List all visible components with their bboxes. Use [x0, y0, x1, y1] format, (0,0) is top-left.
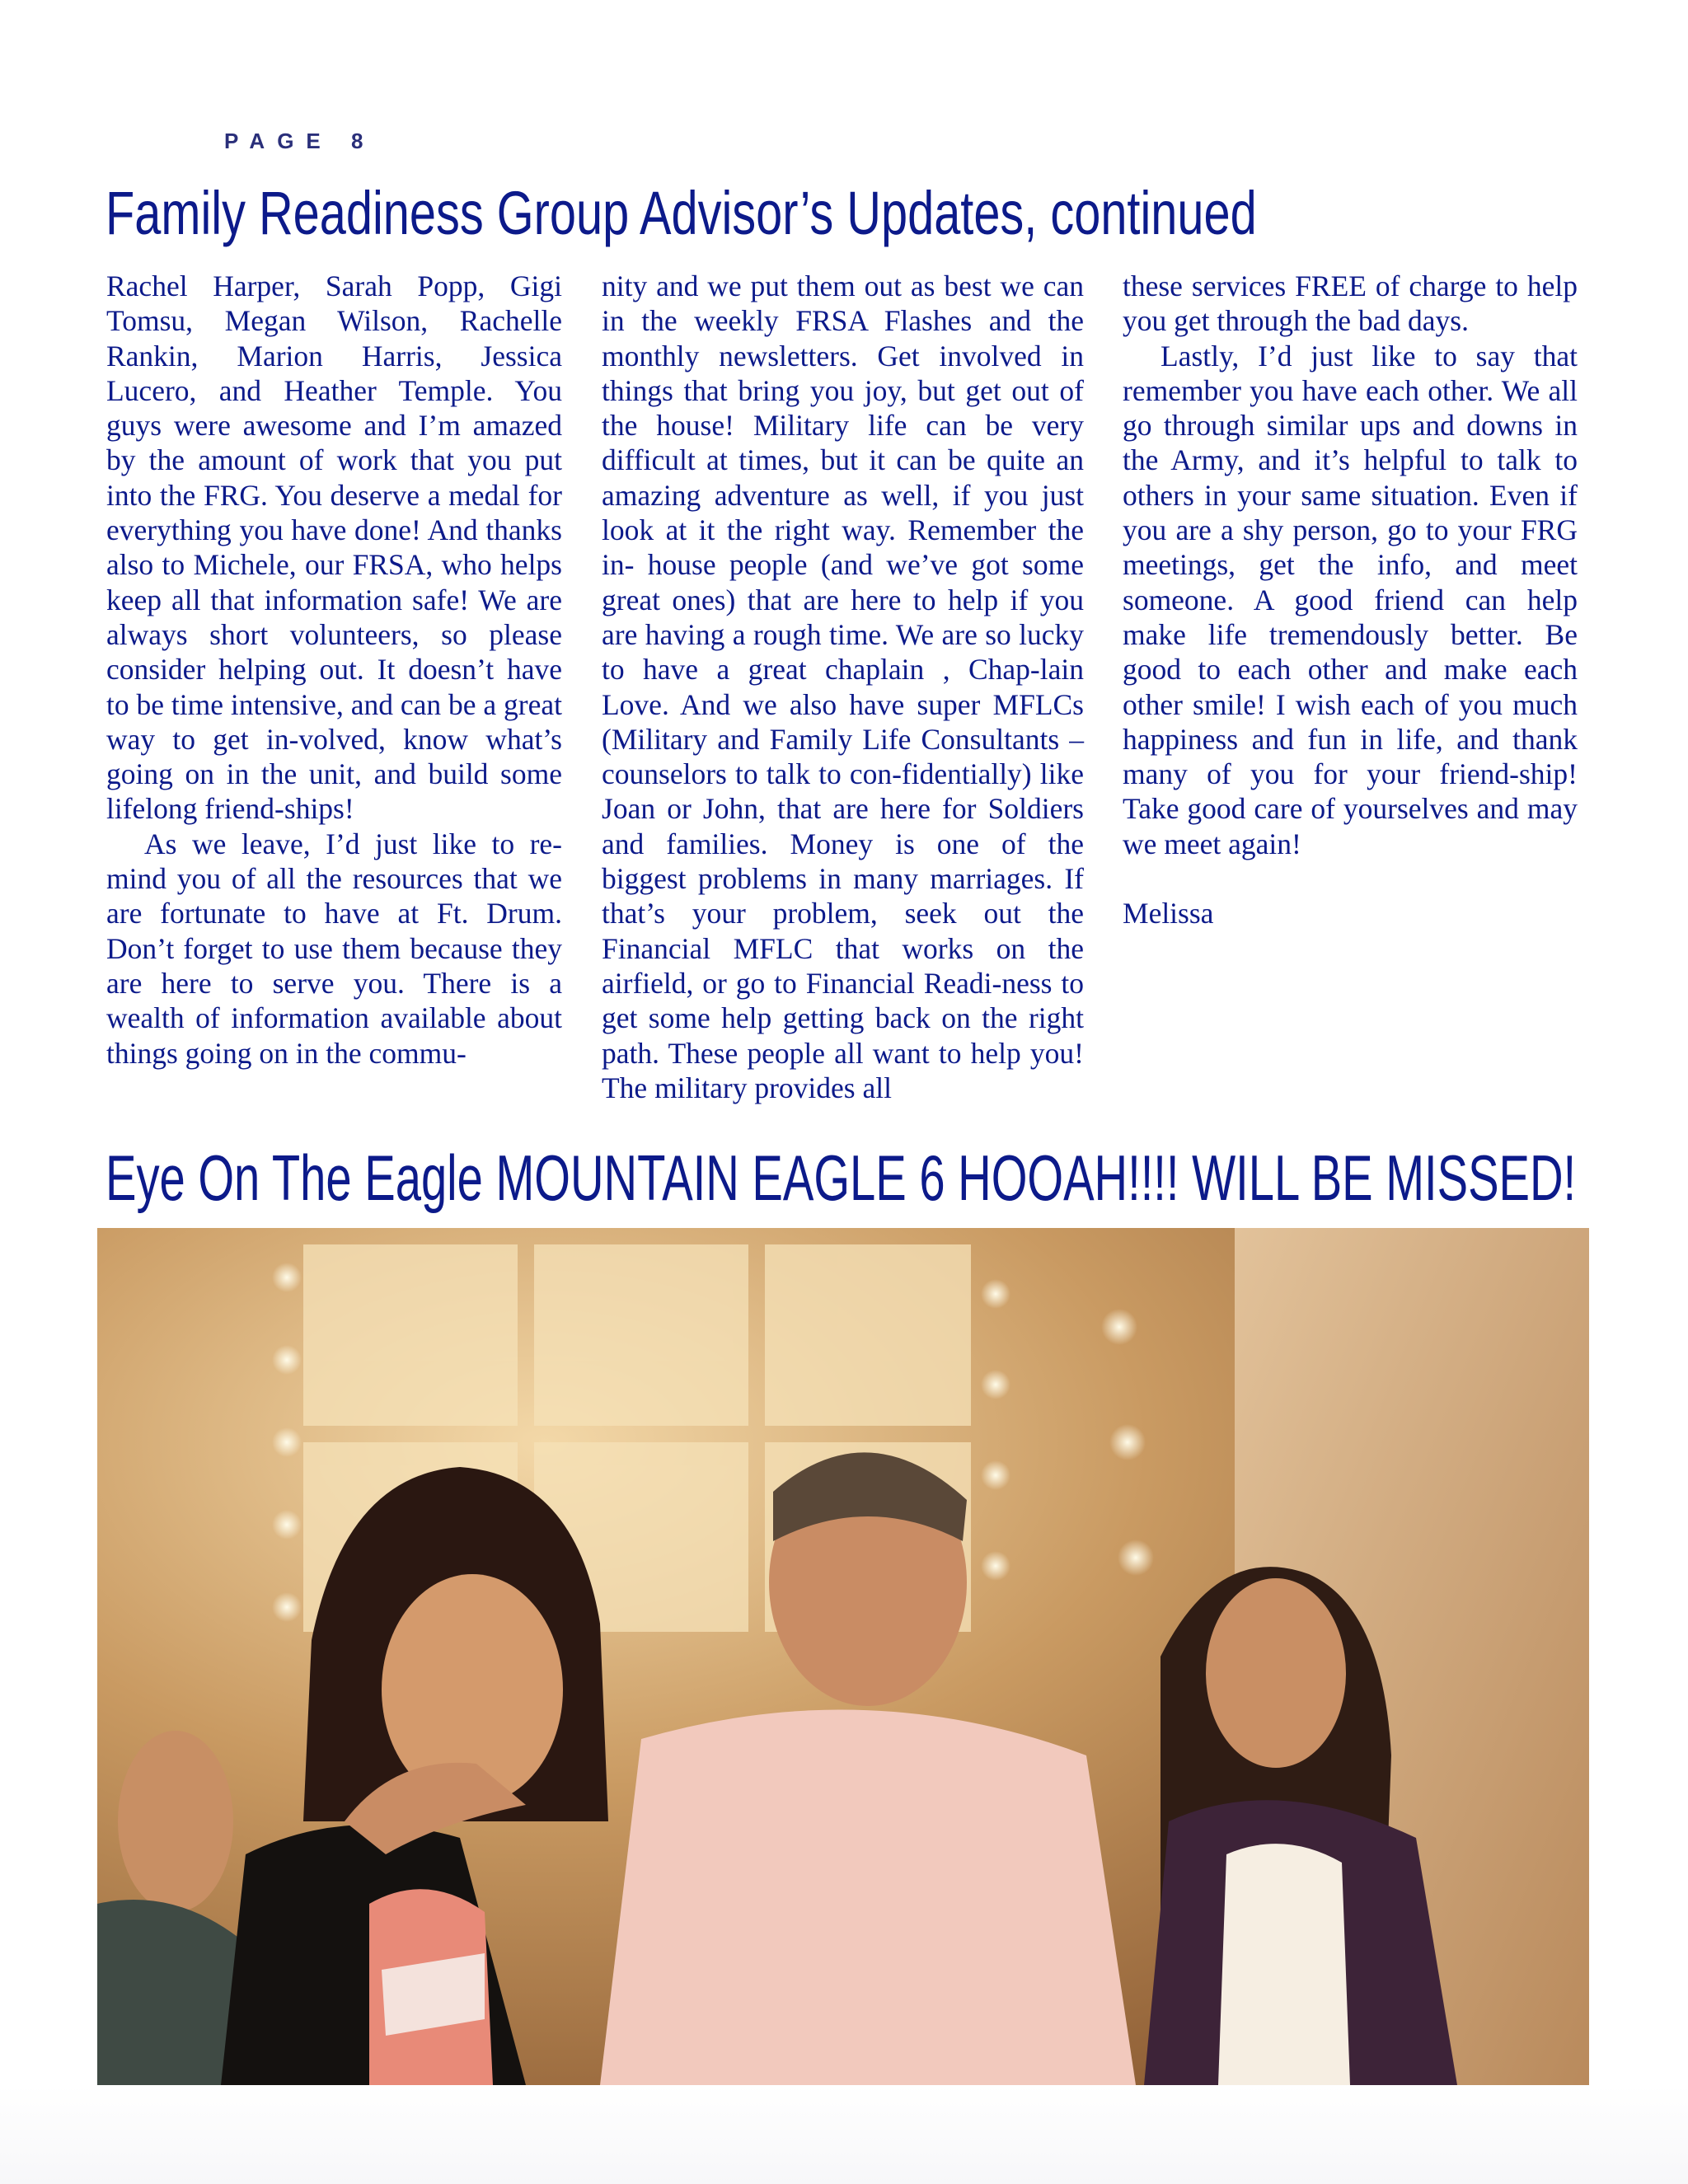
feature-title: Eye On The Eagle MOUNTAIN EAGLE 6 HOOAH!!!! WILL BE MISSED!	[106, 1141, 1577, 1214]
article-paragraph: these services FREE of charge to help you get through the bad days.	[1123, 269, 1578, 338]
article-paragraph: Rachel Harper, Sarah Popp, Gigi Tomsu, Megan Wilson, Rachelle Rankin, Marion Harris, Jessica Lucero, and Heather Temple. You guys were awesome and I’m amazed by the amount of work that you put into the FRG. You deserve a medal for everything you have done! And thanks also to Michele, our FRSA, who helps keep all that information safe! We are always short volunteers, so please consider helping out. It doesn’t have to be time intensive, and can be a great way to get in-volved, know what’s going on in the unit, and build some lifelong friend-ships!	[106, 269, 562, 826]
article-paragraph: Lastly, I’d just like to say that remember you have each other. We all go through similar ups and downs in the Army, and it’s helpful to talk to others in your same situation. Even if you are a shy person, go to your FRG meetings, get the info, and meet someone. A good friend can help make life tremendously better. Be good to each other and make each other smile! I wish each of you much happiness and fun in life, and thank many of you for your friend-ship! Take good care of yourselves and may we meet again!	[1123, 339, 1578, 860]
article-column-2	[602, 269, 1084, 1105]
article-column-1	[106, 269, 562, 1071]
farewell-photo	[97, 1228, 1589, 2085]
article-paragraph: nity and we put them out as best we can in the weekly FRSA Flashes and the monthly newsletters. Get involved in things that bring you joy, but get out of the house! Military life can be very difficult at times, but it can be quite an amazing adventure as well, if you just look at it the right way. Remember the in- house people (and we’ve got some great ones) that are here to help if you are having a rough time. We are so lucky to have a great chaplain , Chap-lain Love. And we also have super MFLCs (Military and Family Life Consultants – counselors to talk to con-fidentially) like Joan or John, that are here for Soldiers and families. Money is one of the biggest problems in many marriages. If that’s your problem, seek out the Financial MFLC that works on the airfield, or go to Financial Readi-ness to get some help getting back on the right path. These people all want to help you! The military provides all	[602, 269, 1084, 1104]
page-number: PAGE 8	[224, 129, 376, 153]
article-paragraph: As we leave, I’d just like to re-mind you of all the resources that we are fortunate to have at Ft. Drum. Don’t forget to use them because they are here to serve you. There is a wealth of information available about things going on in the commu-	[106, 827, 562, 1070]
signature-name: Melissa	[1123, 897, 1214, 930]
page-footer-space	[0, 2085, 1688, 2184]
article-column-3	[1123, 269, 1578, 930]
article-title: Family Readiness Group Advisor’s Updates, continued	[106, 179, 1257, 247]
